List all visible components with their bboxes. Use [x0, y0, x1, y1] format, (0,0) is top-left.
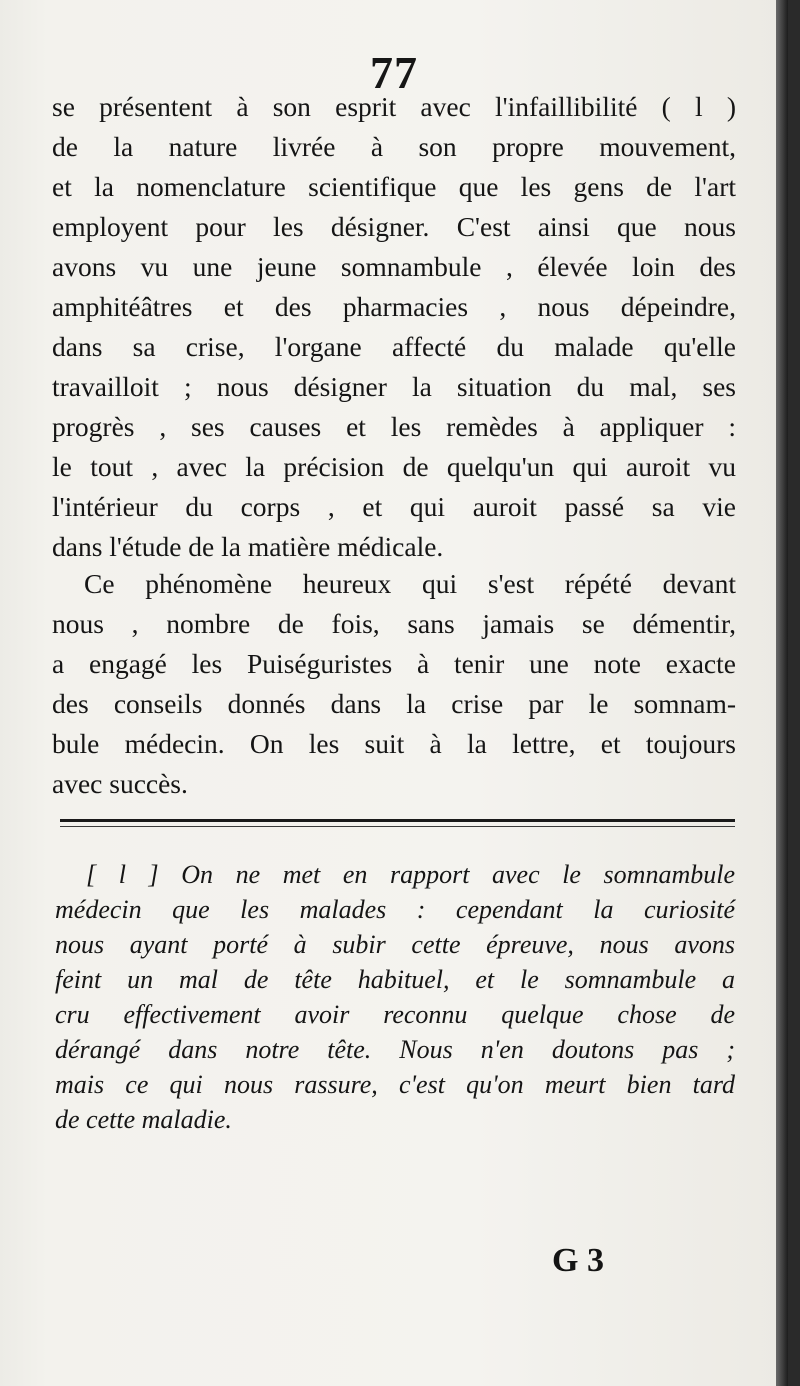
body-line: avons vu une jeune somnambule , élevée loin des [52, 251, 736, 282]
body-line: dans l'étude de la matière médicale. [52, 531, 444, 562]
body-line: nous , nombre de fois, sans jamais se démentir, [52, 608, 736, 639]
body-line: le tout , avec la précision de quelqu'un qui auroit vu [52, 451, 736, 482]
footnote-line: dérangé dans notre tête. Nous n'en doutons pas ; [55, 1035, 735, 1064]
footnote-line: [ l ] On ne met en rapport avec le somnambule [86, 860, 735, 889]
signature-mark: G 3 [552, 1242, 604, 1279]
footnote-line: de cette maladie. [55, 1105, 232, 1134]
body-line: bule médecin. On les suit à la lettre, et toujours [52, 728, 736, 759]
footnote-separator-thin [60, 826, 735, 827]
body-line: l'intérieur du corps , et qui auroit passé sa vie [52, 491, 736, 522]
footnote-line: cru effectivement avoir reconnu quelque chose de [55, 1000, 735, 1029]
footnote-line: médecin que les malades : cependant la curiosité [55, 895, 735, 924]
body-line: travailloit ; nous désigner la situation du mal, ses [52, 371, 736, 402]
body-line: amphitéâtres et des pharmacies , nous dépeindre, [52, 291, 736, 322]
body-line: dans sa crise, l'organe affecté du malade qu'elle [52, 331, 736, 362]
body-line: des conseils donnés dans la crise par le somnam- [52, 688, 736, 719]
page-number: 77 [370, 47, 418, 98]
footnote-line: nous ayant porté à subir cette épreuve, nous avons [55, 930, 735, 959]
footnote-line: feint un mal de tête habituel, et le somnambule a [55, 965, 735, 994]
footnote-separator [60, 819, 735, 822]
body-line: Ce phénomène heureux qui s'est répété devant [84, 568, 736, 599]
body-line: de la nature livrée à son propre mouvement, [52, 131, 736, 162]
body-line: se présentent à son esprit avec l'infaillibilité ( l ) [52, 91, 736, 122]
body-line: avec succès. [52, 768, 188, 799]
body-line: et la nomenclature scientifique que les gens de l'art [52, 171, 736, 202]
body-line: a engagé les Puiséguristes à tenir une note exacte [52, 648, 736, 679]
body-line: progrès , ses causes et les remèdes à appliquer : [52, 411, 736, 442]
page-edge-shadow [776, 0, 788, 1386]
footnote-line: mais ce qui nous rassure, c'est qu'on meurt bien tard [55, 1070, 735, 1099]
body-line: employent pour les désigner. C'est ainsi que nous [52, 211, 736, 242]
